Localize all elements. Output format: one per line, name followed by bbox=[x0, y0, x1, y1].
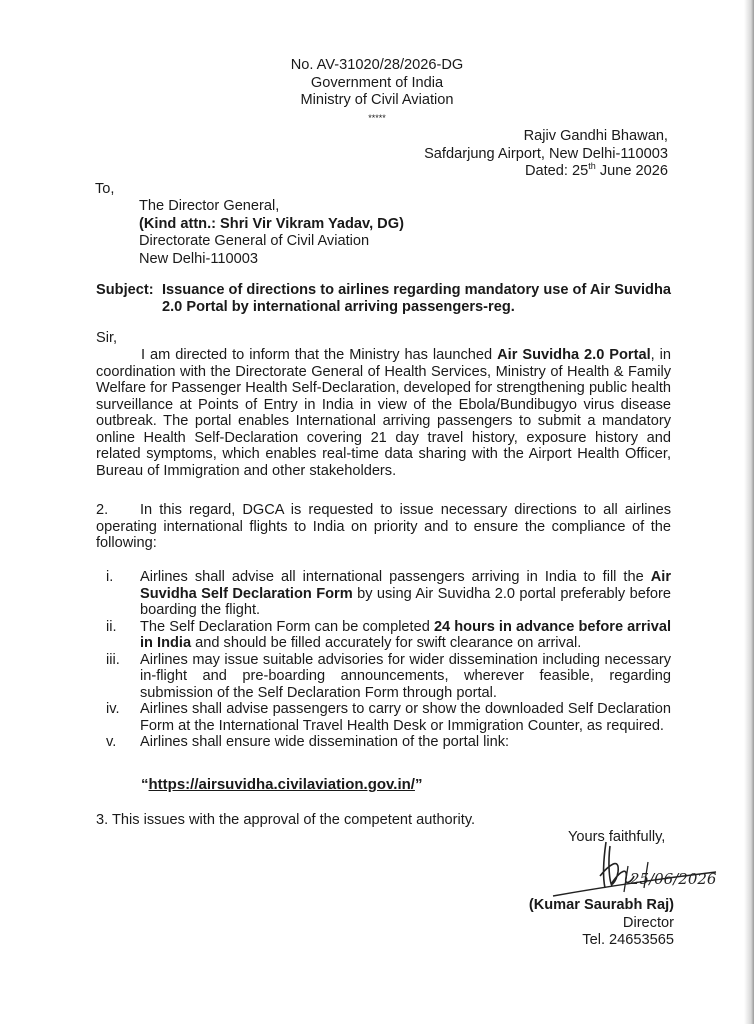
address-line-2: Safdarjung Airport, New Delhi-110003 bbox=[424, 145, 668, 162]
address-line-1: Rajiv Gandhi Bhawan, bbox=[523, 128, 668, 144]
signatory-designation: Director bbox=[622, 914, 674, 931]
list-item: i. Airlines shall advise all international passengers arriving in India to fill the Air Suvidha Self Declaration Form by using Air Suvidha 2.0 portal preferably before boarding the flight. bbox=[106, 569, 671, 618]
recipient-organisation: Directorate General of Civil Aviation bbox=[139, 233, 370, 249]
directions-list bbox=[96, 569, 671, 751]
list-item: iv. Airlines shall advise passengers to carry or show the downloaded Self Declaration Form at the International Travel Health Desk or Immigration Counter, as required. bbox=[106, 701, 671, 734]
signature-date: 25/06/2026 bbox=[630, 870, 717, 888]
subject-line bbox=[96, 282, 671, 315]
to-label: To, bbox=[95, 181, 115, 197]
letter-date: Dated: 25th June 2026 bbox=[524, 161, 668, 179]
recipient-block bbox=[139, 198, 404, 268]
list-item: ii. The Self Declaration Form can be completed 24 hours in advance before arrival in India and should be filled accurately for swift clearance on arrival. bbox=[106, 618, 671, 651]
reference-number: No. AV-31020/28/2026-DG bbox=[290, 57, 464, 73]
paragraph-3: 3. This issues with the approval of the competent authority. bbox=[96, 812, 476, 828]
subject-text: Issuance of directions to airlines regarding mandatory use of Air Suvidha 2.0 Portal by international arriving passengers-reg. bbox=[162, 282, 671, 315]
ministry-name: Ministry of Civil Aviation bbox=[300, 92, 454, 108]
paragraph-2: 2. In this regard, DGCA is requested to issue necessary directions to all airlines operating international flights to India on priority and to ensure the compliance of the following: bbox=[96, 502, 671, 551]
paragraph-1: I am directed to inform that the Ministry has launched Air Suvidha 2.0 Portal, in coordination with the Directorate General of Health Services, Ministry of Health & Family Welfare for Passenger Health Self-Declaration, developed for strengthening public health surveillance at Points of Entry in India in view of the Ebola/Bundibugyo virus disease outbreak. The portal enables International arriving passengers to submit a mandatory online Health Self-Declaration covering 21 day travel history, exposure history and related symptoms, which enables real-time data sharing with the Airport Health Officer, Bureau of Immigration and other stakeholders. bbox=[96, 347, 672, 479]
signatory-telephone: Tel. 24653565 bbox=[582, 932, 674, 948]
recipient-attention: (Kind attn.: Shri Vir Vikram Yadav, DG) bbox=[139, 215, 404, 232]
letter-header bbox=[0, 57, 754, 127]
salutation: Sir, bbox=[96, 330, 118, 346]
signatory-name: (Kumar Saurabh Raj) bbox=[528, 897, 674, 913]
page-edge-shadow bbox=[744, 0, 754, 1024]
list-item: iii. Airlines may issue suitable advisories for wider dissemination including necessary in-flight and pre-boarding announcements, wherever feasible, regarding submission of the Self Declaration Form through portal. bbox=[106, 651, 671, 701]
government-name: Government of India bbox=[310, 74, 444, 91]
portal-link[interactable]: “https://airsuvidha.civilaviation.gov.in/” bbox=[141, 776, 423, 793]
recipient-title: The Director General, bbox=[139, 198, 280, 214]
subject-label: Subject: bbox=[96, 282, 154, 298]
header-stars: ***** bbox=[368, 112, 386, 123]
recipient-city: New Delhi-110003 bbox=[139, 250, 258, 267]
list-item: v. Airlines shall ensure wide dissemination of the portal link: bbox=[106, 734, 510, 750]
signatory-block bbox=[529, 897, 674, 950]
portal-url[interactable]: https://airsuvidha.civilaviation.gov.in/ bbox=[148, 776, 415, 793]
sender-address bbox=[424, 128, 668, 181]
closing-phrase: Yours faithfully, bbox=[568, 829, 666, 845]
